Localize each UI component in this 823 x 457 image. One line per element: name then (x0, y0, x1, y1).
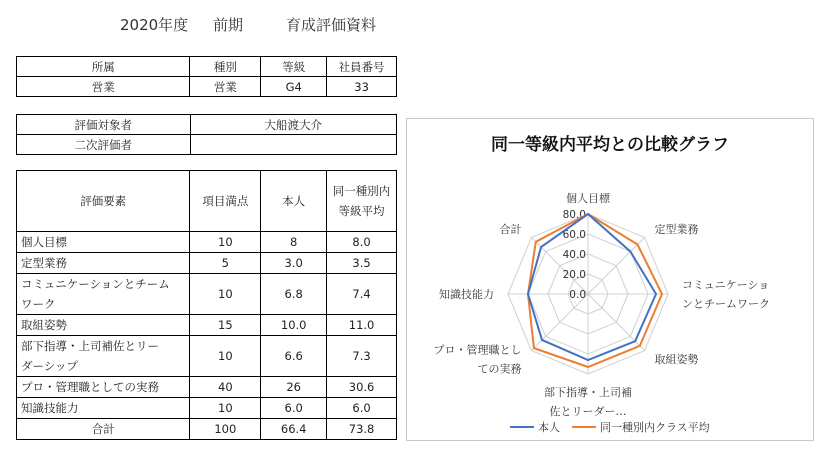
radial-tick-label: 60.0 (562, 229, 586, 241)
total-self: 66.4 (261, 419, 327, 440)
row-self: 26 (261, 377, 327, 398)
table-row (17, 232, 397, 253)
evaluator-table (16, 114, 397, 155)
row-self: 8 (261, 232, 327, 253)
chart-title: 同一等級内平均との比較グラフ (491, 135, 729, 155)
comparison-chart (406, 118, 814, 441)
radial-tick-label: 20.0 (562, 269, 586, 281)
secondary-evaluator-value (190, 135, 396, 155)
row-average: 8.0 (327, 232, 397, 253)
target-name: 大船渡大介 (190, 115, 396, 135)
type-value: 営業 (190, 77, 261, 97)
row-element: 知識技能力 (17, 398, 190, 419)
row-average: 11.0 (327, 315, 397, 336)
header-type: 種別 (190, 57, 261, 77)
target-label: 評価対象者 (17, 115, 191, 135)
row-element: 取組姿勢 (17, 315, 190, 336)
row-element: 部下指導・上司補佐とリー ダーシップ (17, 336, 190, 377)
row-element: 個人目標 (17, 232, 190, 253)
year-label: 2020年度 (120, 16, 189, 34)
radial-tick-label: 40.0 (562, 249, 586, 261)
row-max: 10 (190, 336, 261, 377)
row-average: 7.4 (327, 274, 397, 315)
category-label: 合計 (499, 222, 522, 236)
table-row (17, 274, 397, 315)
category-label: プロ・管理職としての実務 (433, 343, 522, 376)
total-label: 合計 (17, 419, 190, 440)
header-self: 本人 (261, 171, 327, 232)
row-self: 3.0 (261, 253, 327, 274)
category-label: 個人目標 (566, 192, 610, 205)
table-row (17, 315, 397, 336)
total-max: 100 (190, 419, 261, 440)
document-title: 育成評価資料 (286, 16, 377, 34)
category-label: 知識技能力 (439, 288, 494, 301)
row-max: 15 (190, 315, 261, 336)
category-label: 定型業務 (654, 222, 699, 236)
header-element: 評価要素 (17, 171, 190, 232)
header-affiliation: 所属 (17, 57, 190, 77)
period-label: 前期 (213, 16, 244, 34)
row-average: 6.0 (327, 398, 397, 419)
row-element: コミュニケーションとチーム ワーク (17, 274, 190, 315)
employee-number-value: 33 (327, 77, 397, 97)
row-self: 6.0 (261, 398, 327, 419)
category-label: 取組姿勢 (654, 353, 699, 367)
row-max: 10 (190, 232, 261, 253)
table-row (17, 377, 397, 398)
radar-chart-svg (407, 119, 813, 440)
header-grade: 等級 (261, 57, 327, 77)
row-average: 3.5 (327, 253, 397, 274)
row-max: 40 (190, 377, 261, 398)
header-employee-number: 社員番号 (327, 57, 397, 77)
category-label: コミュニケーションとチームワーク (682, 278, 770, 311)
row-element: 定型業務 (17, 253, 190, 274)
category-label: 部下指導・上司補佐とリーダー… (544, 386, 632, 418)
grade-value: G4 (261, 77, 327, 97)
total-row (17, 419, 397, 440)
secondary-evaluator-label: 二次評価者 (17, 135, 191, 155)
radial-tick-label: 80.0 (562, 209, 586, 221)
radial-tick-label: 0.0 (569, 289, 586, 301)
row-self: 10.0 (261, 315, 327, 336)
row-element: プロ・管理職としての実務 (17, 377, 190, 398)
row-self: 6.8 (261, 274, 327, 315)
table-row (17, 398, 397, 419)
row-average: 7.3 (327, 336, 397, 377)
header-max: 項目満点 (190, 171, 261, 232)
table-row (17, 253, 397, 274)
row-max: 5 (190, 253, 261, 274)
header-average: 同一種別内 等級平均 (327, 171, 397, 232)
affiliation-value: 営業 (17, 77, 190, 97)
total-average: 73.8 (327, 419, 397, 440)
legend-label: 本人 (538, 421, 560, 434)
table-row (17, 336, 397, 377)
row-max: 10 (190, 274, 261, 315)
info-table (16, 56, 397, 97)
row-max: 10 (190, 398, 261, 419)
legend-label: 同一種別内クラス平均 (600, 421, 710, 434)
row-average: 30.6 (327, 377, 397, 398)
row-self: 6.6 (261, 336, 327, 377)
evaluation-table (16, 170, 397, 440)
